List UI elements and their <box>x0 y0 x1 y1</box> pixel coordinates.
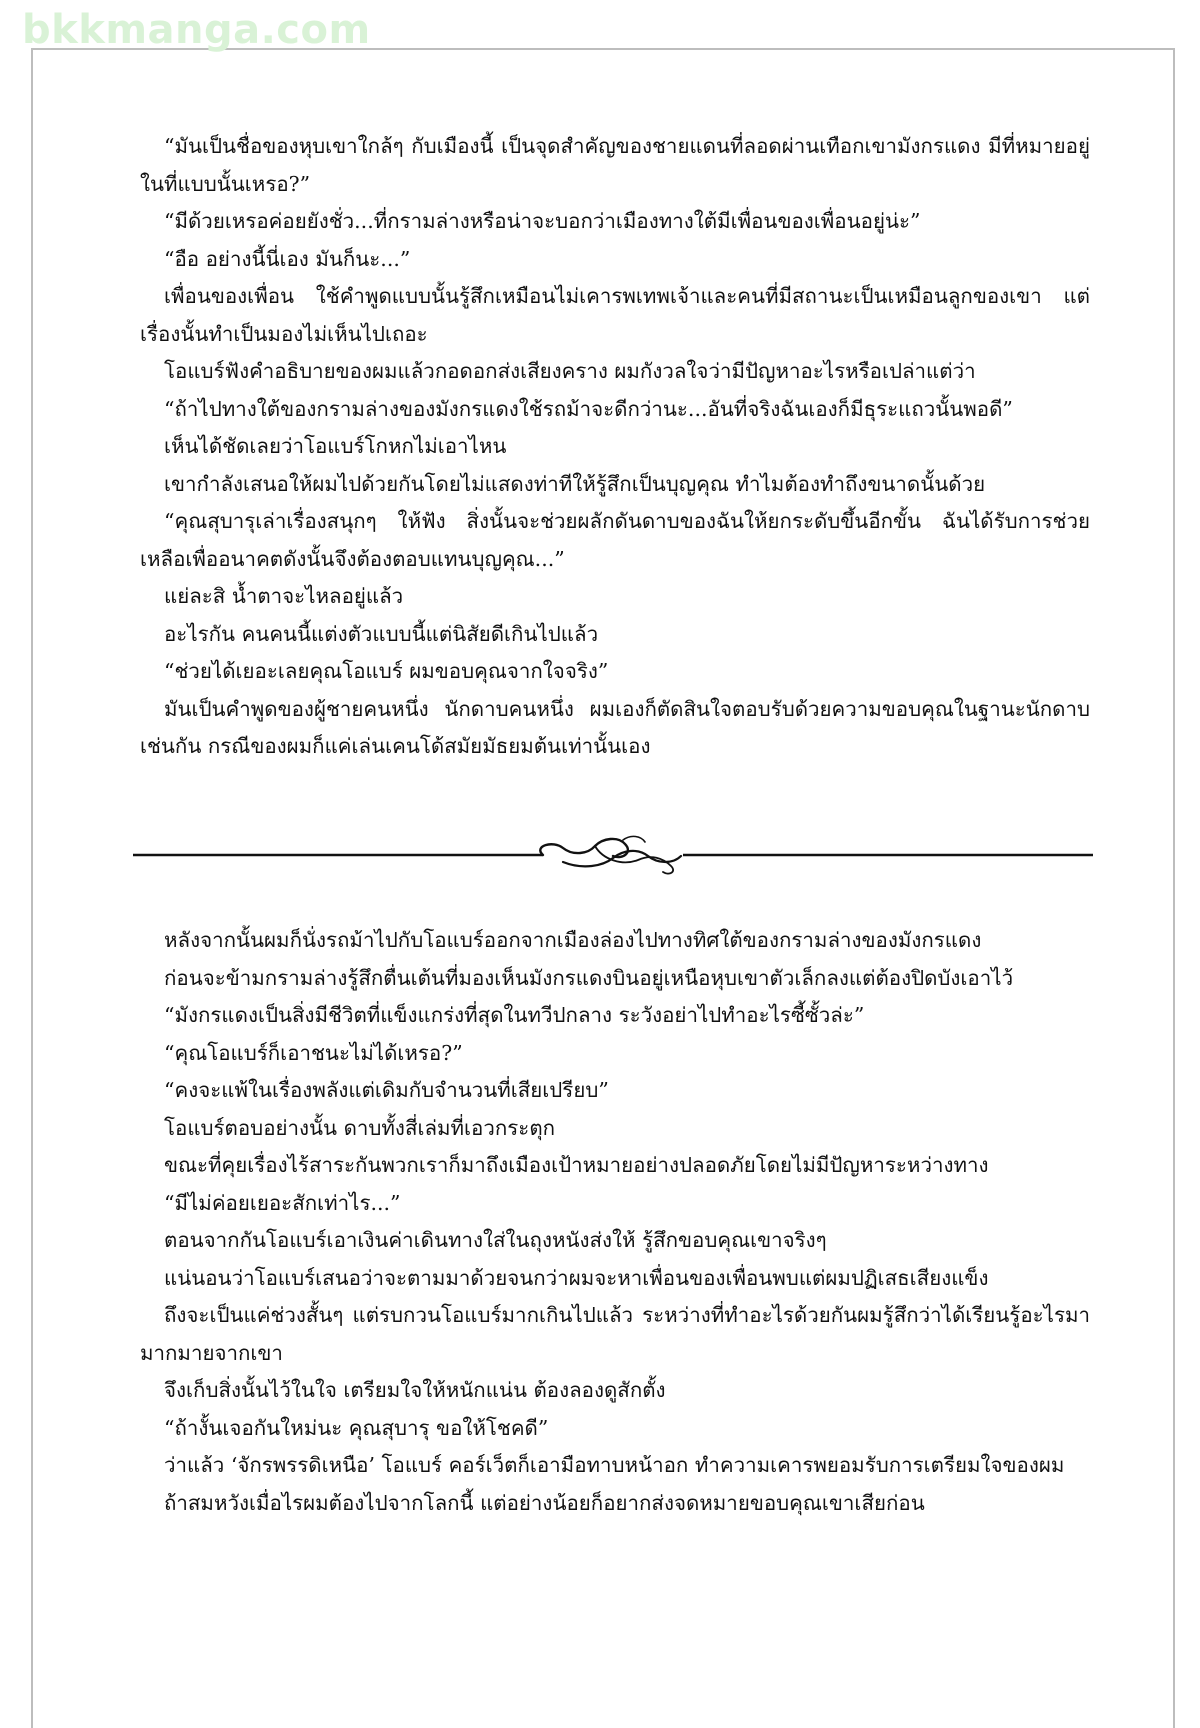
flourish-ornament <box>540 836 681 873</box>
paragraph: “คุณโอแบร์ก็เอาชนะไม่ได้เหรอ?” <box>164 1040 463 1065</box>
paragraph: ขณะที่คุยเรื่องไร้สาระกันพวกเราก็มาถึงเมืองเป้าหมายอย่างปลอดภัยโดยไม่มีปัญหาระหว่างทาง <box>164 1153 989 1177</box>
paragraph: โอแบร์ตอบอย่างนั้น ดาบทั้งสี่เล่มที่เอวกระตุก <box>164 1115 556 1140</box>
paragraph: ถ้าสมหวังเมื่อไรผมต้องไปจากโลกนี้ แต่อย่างน้อยก็อยากส่งจดหมายขอบคุณเขาเสียก่อน <box>164 1490 925 1515</box>
paragraph: “ถ้างั้นเจอกันใหม่นะ คุณสุบารุ ขอให้โชคดี” <box>164 1415 549 1440</box>
text-section-2 <box>140 922 1090 1522</box>
paragraph: “มีด้วยเหรอค่อยยังชั่ว...ที่กรามล่างหรือน่าจะบอกว่าเมืองทางใต้มีเพื่อนของเพื่อนอยู่น่ะ” <box>164 209 921 233</box>
paragraph: ก่อนจะข้ามกรามล่างรู้สึกตื่นเต้นที่มองเห็นมังกรแดงบินอยู่เหนือหุบเขาตัวเล็กลงแต่ต้องปิดบังเอาไว้ <box>164 965 1014 990</box>
paragraph: “มีไม่ค่อยเยอะสักเท่าไร...” <box>164 1190 401 1215</box>
paragraph: จึงเก็บสิ่งนั้นไว้ในใจ เตรียมใจให้หนักแน่น ต้องลองดูสักตั้ง <box>164 1378 666 1402</box>
paragraph: โอแบร์ฟังคำอธิบายของผมแล้วกอดอกส่งเสียงคราง ผมกังวลใจว่ามีปัญหาอะไรหรือเปล่าแต่ว่า <box>164 359 976 383</box>
paragraph: “คงจะแพ้ในเรื่องพลังแต่เดิมกับจำนวนที่เสียเปรียบ” <box>164 1078 609 1102</box>
paragraph: ตอนจากกันโอแบร์เอาเงินค่าเดินทางใส่ในถุงหนังส่งให้ รู้สึกขอบคุณเขาจริงๆ <box>164 1228 827 1252</box>
paragraph: เขากำลังเสนอให้ผมไปด้วยกันโดยไม่แสดงท่าทีให้รู้สึกเป็นบุญคุณ ทำไมต้องทำถึงขนาดนั้นด้วย <box>164 471 986 496</box>
paragraph: เห็นได้ชัดเลยว่าโอแบร์โกหกไม่เอาไหน <box>164 434 507 458</box>
paragraph: แน่นอนว่าโอแบร์เสนอว่าจะตามมาด้วยจนกว่าผมจะหาเพื่อนของเพื่อนพบแต่ผมปฏิเสธเสียงแข็ง <box>164 1265 989 1290</box>
paragraph: หลังจากนั้นผมก็นั่งรถม้าไปกับโอแบร์ออกจากเมืองล่องไปทางทิศใต้ของกรามล่างของมังกรแดง <box>164 928 982 952</box>
site-watermark: bkkmanga.com <box>22 7 371 53</box>
paragraph: แย่ละสิ น้ำตาจะไหลอยู่แล้ว <box>164 584 404 608</box>
paragraph: ถึงจะเป็นแค่ช่วงสั้นๆ แต่รบกวนโอแบร์มากเกินไปแล้ว ระหว่างที่ทำอะไรด้วยกันผมรู้สึกว่าได้เรียนรู้อะไรมามากมายจากเขา <box>140 1303 1090 1365</box>
paragraph: “มังกรแดงเป็นสิ่งมีชีวิตที่แข็งแกร่งที่สุดในทวีปกลาง ระวังอย่าไปทำอะไรซี้ซั้วล่ะ” <box>164 1003 865 1027</box>
paragraph: เพื่อนของเพื่อน ใช้คำพูดแบบนั้นรู้สึกเหมือนไม่เคารพเทพเจ้าและคนที่มีสถานะเป็นเหมือนลูกของเขา แต่เรื่องนั้นทำเป็นมองไม่เห็นไปเถอะ <box>140 284 1090 346</box>
text-section-1 <box>140 128 1090 766</box>
paragraph: “ถ้าไปทางใต้ของกรามล่างของมังกรแดงใช้รถม้าจะดีกว่านะ...อันที่จริงฉันเองก็มีธุระแถวนั้นพอดี” <box>164 396 1013 421</box>
ornamental-divider <box>133 830 1093 880</box>
paragraph: “คุณสุบารุเล่าเรื่องสนุกๆ ให้ฟัง สิ่งนั้นจะช่วยผลักดันดาบของฉันให้ยกระดับขึ้นอีกขั้น ฉันได้รับการช่วยเหลือเพื่ออนาคตดังนั้นจึงต้องตอบแทนบุญคุณ...” <box>140 509 1090 571</box>
paragraph: ว่าแล้ว ‘จักรพรรดิเหนือ’ โอแบร์ คอร์เว็ตก็เอามือทาบหน้าอก ทำความเคารพยอมรับการเตรียมใจของผม <box>164 1453 1065 1477</box>
paragraph: มันเป็นคำพูดของผู้ชายคนหนึ่ง นักดาบคนหนึ่ง ผมเองก็ตัดสินใจตอบรับด้วยความขอบคุณในฐานะนักดาบเช่นกัน กรณีของผมก็แค่เล่นเคนโด้สมัยมัธยมต้นเท่านั้นเอง <box>140 696 1090 758</box>
paragraph: “อือ อย่างนี้นี่เอง มันก็นะ...” <box>164 246 411 271</box>
paragraph: อะไรกัน คนคนนี้แต่งตัวแบบนี้แต่นิสัยดีเกินไปแล้ว <box>164 621 599 646</box>
paragraph: “มันเป็นชื่อของหุบเขาใกล้ๆ กับเมืองนี้ เป็นจุดสำคัญของชายแดนที่ลอดผ่านเทือกเขามังกรแดง มีที่หมายอยู่ในที่แบบนั้นเหรอ?” <box>140 134 1090 196</box>
paragraph: “ช่วยได้เยอะเลยคุณโอแบร์ ผมขอบคุณจากใจจริง” <box>164 659 609 683</box>
